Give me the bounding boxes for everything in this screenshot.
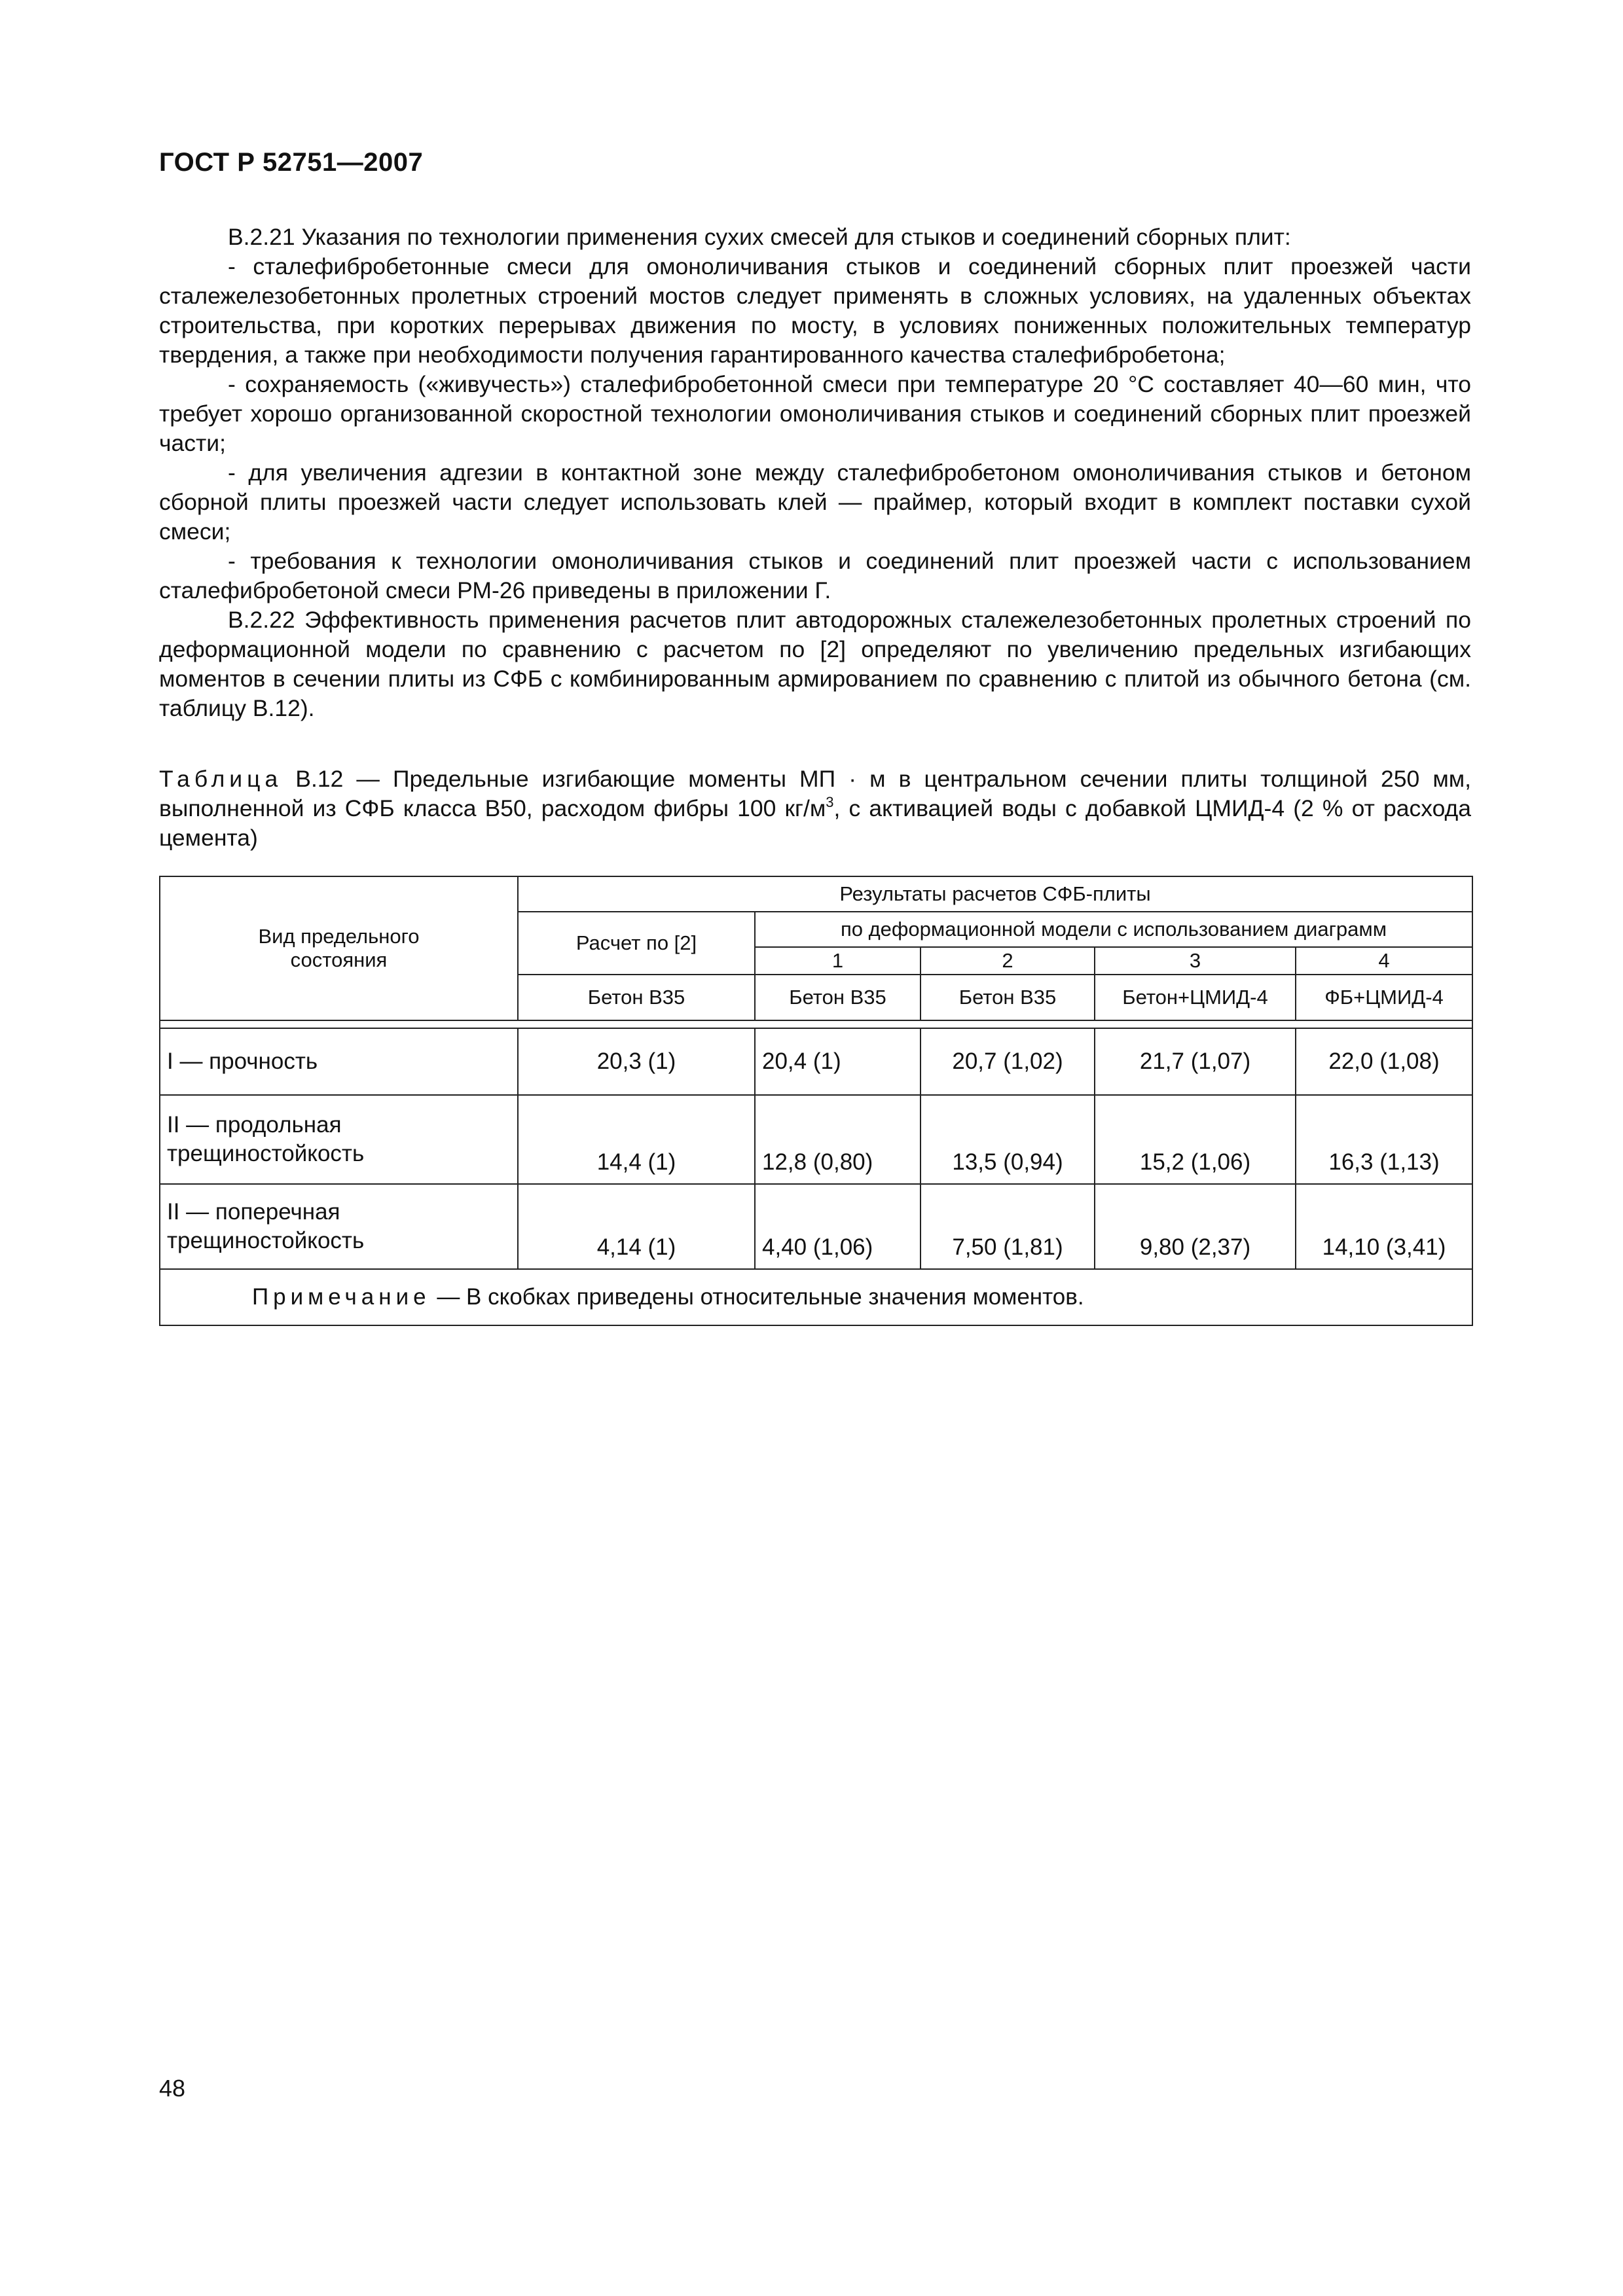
bullet-adhesion: - для увеличения адгезии в контактной зоне между сталефибробетоном омоноличивания стыков и бетоном сборной плиты проезжей части следует использовать клей — праймер, который входит в комплект поставки сухой смеси; (159, 459, 1471, 545)
bullet-pot-life: - сохраняемость («живучесть») сталефибробетонной смеси при температуре 20 °С составляет 40—60 мин, что требует хорошо организованной скоростной технологии омоноличивания стыков и соединений сборных плит проезжей части; (159, 371, 1471, 456)
header-results-group: Результаты расчетов СФБ-плиты (518, 876, 1472, 912)
cell-value: 14,4 (1) (518, 1095, 755, 1184)
note-label: Примечание (252, 1284, 431, 1310)
header-diagram-number: 1 (755, 947, 921, 975)
header-material: Бетон В35 (755, 975, 921, 1020)
table-row (160, 1184, 1472, 1269)
header-separator (160, 1020, 1472, 1028)
header-material: Бетон+ЦМИД-4 (1095, 975, 1296, 1020)
cell-value: 13,5 (0,94) (921, 1095, 1095, 1184)
header-diagram-number: 2 (921, 947, 1095, 975)
row-label: II — поперечная трещиностойкость (160, 1184, 518, 1269)
cell-value: 14,10 (3,41) (1296, 1184, 1472, 1269)
page-number: 48 (159, 2075, 186, 2102)
header-material: Бетон В35 (921, 975, 1095, 1020)
table-caption (159, 764, 1471, 853)
document-code: ГОСТ Р 52751—2007 (159, 148, 424, 177)
bullet-technology: - требования к технологии омоноличивания стыков и соединений плит проезжей части с использованием сталефибробетоной смеси РМ-26 приведены в приложении Г. (159, 548, 1471, 603)
paragraph-b221: В.2.21 Указания по технологии применения сухих смесей для стыков и соединений сборных плит: (228, 224, 1291, 250)
cell-value: 16,3 (1,13) (1296, 1095, 1472, 1184)
table-row (160, 1095, 1472, 1184)
cell-value: 15,2 (1,06) (1095, 1095, 1296, 1184)
caption-text: В.12 — Предельные изгибающие моменты МП · м в центральном сечении плиты толщиной 250 мм, выполненной из СФБ класса В50, расходом фибры 100 кг/м (159, 766, 1471, 821)
header-diagram-number: 4 (1296, 947, 1472, 975)
cell-value: 20,3 (1) (518, 1028, 755, 1095)
table-note-row (160, 1269, 1472, 1325)
header-limit-state: Вид предельного состояния (160, 876, 518, 1020)
paragraph-b222: В.2.22 Эффективность применения расчетов плит автодорожных сталежелезобетонных пролетных строений по деформационной модели по сравнению с расчетом по [2] определяют по увеличению предельных изгибающих моментов в сечении плиты из СФБ с комбинированным армированием по сравнению с плитой из обычного бетона (см. таблицу В.12). (159, 607, 1471, 721)
results-table (159, 876, 1473, 1326)
cell-value: 9,80 (2,37) (1095, 1184, 1296, 1269)
table-note (160, 1269, 1472, 1325)
header-material: ФБ+ЦМИД-4 (1296, 975, 1472, 1020)
row-label: II — продольная трещиностойкость (160, 1095, 518, 1184)
row-label: I — прочность (160, 1028, 518, 1095)
header-calc-ref: Расчет по [2] (518, 912, 755, 975)
table-row (160, 1028, 1472, 1095)
cell-value: 4,14 (1) (518, 1184, 755, 1269)
cell-value: 7,50 (1,81) (921, 1184, 1095, 1269)
cell-value: 20,7 (1,02) (921, 1028, 1095, 1095)
cell-value: 4,40 (1,06) (755, 1184, 921, 1269)
header-deformation-group: по деформационной модели с использованием диаграмм (755, 912, 1472, 947)
cell-value: 12,8 (0,80) (755, 1095, 921, 1184)
caption-label: Таблица (159, 766, 283, 792)
cell-value: 22,0 (1,08) (1296, 1028, 1472, 1095)
cell-value: 20,4 (1) (755, 1028, 921, 1095)
cell-value: 21,7 (1,07) (1095, 1028, 1296, 1095)
body-text (159, 223, 1471, 723)
bullet-application: - сталефибробетонные смеси для омоноличивания стыков и соединений сборных плит проезжей части сталежелезобетонных пролетных строений мостов следует применять в сложных условиях, на удаленных объектах строительства, при коротких перерывах движения по мосту, в условиях пониженных положительных температур твердения, а также при необходимости получения гарантированного качества сталефибробетона; (159, 253, 1471, 368)
note-text: — В скобках приведены относительные значения моментов. (437, 1284, 1084, 1310)
caption-text-end: , с активацией воды с добавкой ЦМИД-4 (2 % от расхода цемента) (159, 795, 1471, 851)
header-diagram-number: 3 (1095, 947, 1296, 975)
caption-superscript: 3 (826, 794, 834, 810)
header-material: Бетон В35 (518, 975, 755, 1020)
